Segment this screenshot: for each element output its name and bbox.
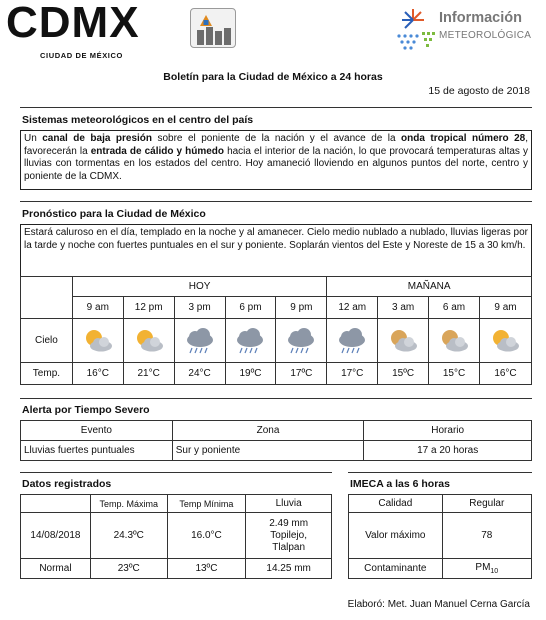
recorded-title: Datos registrados [22, 478, 112, 490]
recorded-col-rain: Lluvia [246, 495, 332, 513]
bulletin-date: 15 de agosto de 2018 [428, 85, 530, 97]
table-row [21, 441, 532, 461]
recorded-row1-max: 24.3ºC [90, 513, 167, 559]
table-row [349, 513, 532, 559]
alert-col-event: Evento [21, 421, 173, 441]
hour-label: 9 pm [276, 297, 327, 319]
forecast-title: Pronóstico para la Ciudad de México [22, 208, 206, 220]
table-row [21, 513, 332, 559]
temp-cell: 15ºC [378, 363, 429, 385]
recorded-row2-max: 23ºC [90, 559, 167, 579]
alert-col-time: Horario [364, 421, 532, 441]
temp-cell: 16°C [479, 363, 531, 385]
bulletin-title: Boletín para la Ciudad de México a 24 horas [163, 71, 383, 83]
imeca-col-value: Regular [442, 495, 531, 513]
forecast-text: Estará caluroso en el día, templado en la noche y al amanecer. Cielo medio nublado a nublado, lluvias ligeras por la tarde y noche con fuertes puntuales en el sur y poniente. Soplarán vientos del Este y Noreste de 15 a 30 km/h. [20, 224, 532, 276]
rain-cloud-icon [335, 326, 369, 356]
info-title: Información [439, 10, 522, 26]
temp-label: Temp. [21, 363, 73, 385]
alert-time: 17 a 20 horas [364, 441, 532, 461]
alert-zone: Sur y poniente [172, 441, 364, 461]
imeca-row1-value: 78 [442, 513, 531, 559]
sky-cell [276, 319, 327, 363]
weather-logo-icon [393, 6, 437, 52]
recorded-col-min: Temp Mínima [167, 495, 246, 513]
rain-cloud-icon [183, 326, 217, 356]
systems-title: Sistemas meteorológicos en el centro del país [22, 114, 254, 126]
sun-cloud-icon [488, 326, 522, 356]
temp-cell: 17°C [327, 363, 378, 385]
cdmx-logo [6, 0, 236, 66]
logo-subtitle: CIUDAD DE MÉXICO [40, 51, 123, 60]
imeca-row2-value: $PM_{10}$ [442, 559, 531, 579]
recorded-row2-label: Normal [21, 559, 91, 579]
sun-cloud-dim-icon [386, 326, 420, 356]
imeca-col-quality: Calidad [349, 495, 443, 513]
hour-label: 3 pm [174, 297, 225, 319]
imeca-table [348, 494, 532, 579]
recorded-row1-min: 16.0°C [167, 513, 246, 559]
recorded-row2-rain: 14.25 mm [246, 559, 332, 579]
temp-cell: 21°C [123, 363, 174, 385]
rain-cloud-icon [233, 326, 267, 356]
imeca-title: IMECA a las 6 horas [350, 478, 450, 490]
temp-cell: 19ºC [225, 363, 276, 385]
alert-col-zone: Zona [172, 421, 364, 441]
today-header: HOY [72, 277, 326, 297]
sky-cell [225, 319, 276, 363]
alert-table [20, 420, 532, 461]
recorded-row1-label: 14/08/2018 [21, 513, 91, 559]
hour-label: 6 am [429, 297, 480, 319]
recorded-table [20, 494, 332, 579]
sky-cell [123, 319, 174, 363]
info-subtitle: METEOROLÓGICA [439, 30, 532, 41]
hour-label: 12 pm [123, 297, 174, 319]
temp-cell: 16°C [72, 363, 123, 385]
author-credit: Elaboró: Met. Juan Manuel Cerna García [347, 599, 530, 610]
recorded-row2-min: 13ºC [167, 559, 246, 579]
temp-cell: 17ºC [276, 363, 327, 385]
sky-cell [479, 319, 531, 363]
recorded-row1-rain: 2.49 mm Topilejo, Tlalpan [246, 513, 332, 559]
hour-label: 3 am [378, 297, 429, 319]
table-row [349, 559, 532, 579]
temp-cell: 15°C [429, 363, 480, 385]
sky-cell [378, 319, 429, 363]
sky-cell [174, 319, 225, 363]
meteo-info-logo [393, 6, 543, 54]
sun-cloud-icon [81, 326, 115, 356]
imeca-row1-label: Valor máximo [349, 513, 443, 559]
divider [20, 107, 532, 108]
alert-title: Alerta por Tiempo Severo [22, 404, 150, 416]
imeca-row2-label: Contaminante [349, 559, 443, 579]
divider [20, 201, 532, 202]
sky-cell [429, 319, 480, 363]
sky-label: Cielo [21, 319, 73, 363]
rain-cloud-icon [284, 326, 318, 356]
divider [20, 398, 532, 399]
logo-text: CDMX [6, 0, 140, 47]
temp-cell: 24°C [174, 363, 225, 385]
divider [348, 472, 532, 473]
sun-cloud-icon [132, 326, 166, 356]
tomorrow-header: MAÑANA [327, 277, 532, 297]
forecast-table [20, 276, 532, 385]
divider [20, 472, 332, 473]
hour-label: 9 am [72, 297, 123, 319]
alert-event: Lluvias fuertes puntuales [21, 441, 173, 461]
sun-cloud-dim-icon [437, 326, 471, 356]
table-row [21, 559, 332, 579]
hour-label: 12 am [327, 297, 378, 319]
hour-label: 9 am [479, 297, 531, 319]
recorded-col-max: Temp. Máxima [90, 495, 167, 513]
sky-cell [327, 319, 378, 363]
systems-text: Un canal de baja presión sobre el poniente de la nación y el avance de la onda tropical número 28, favorecerán la entrada de cálido y húmedo hacia el interior de la nación, lo que provocará temperaturas altas y lluvias con tormentas en los estados del centro. Hoy amaneció lloviendo en algunos puntos del norte, centro y poniente de la CDMX. [20, 130, 532, 190]
hour-label: 6 pm [225, 297, 276, 319]
civil-protection-badge-icon [190, 8, 236, 48]
sky-cell [72, 319, 123, 363]
